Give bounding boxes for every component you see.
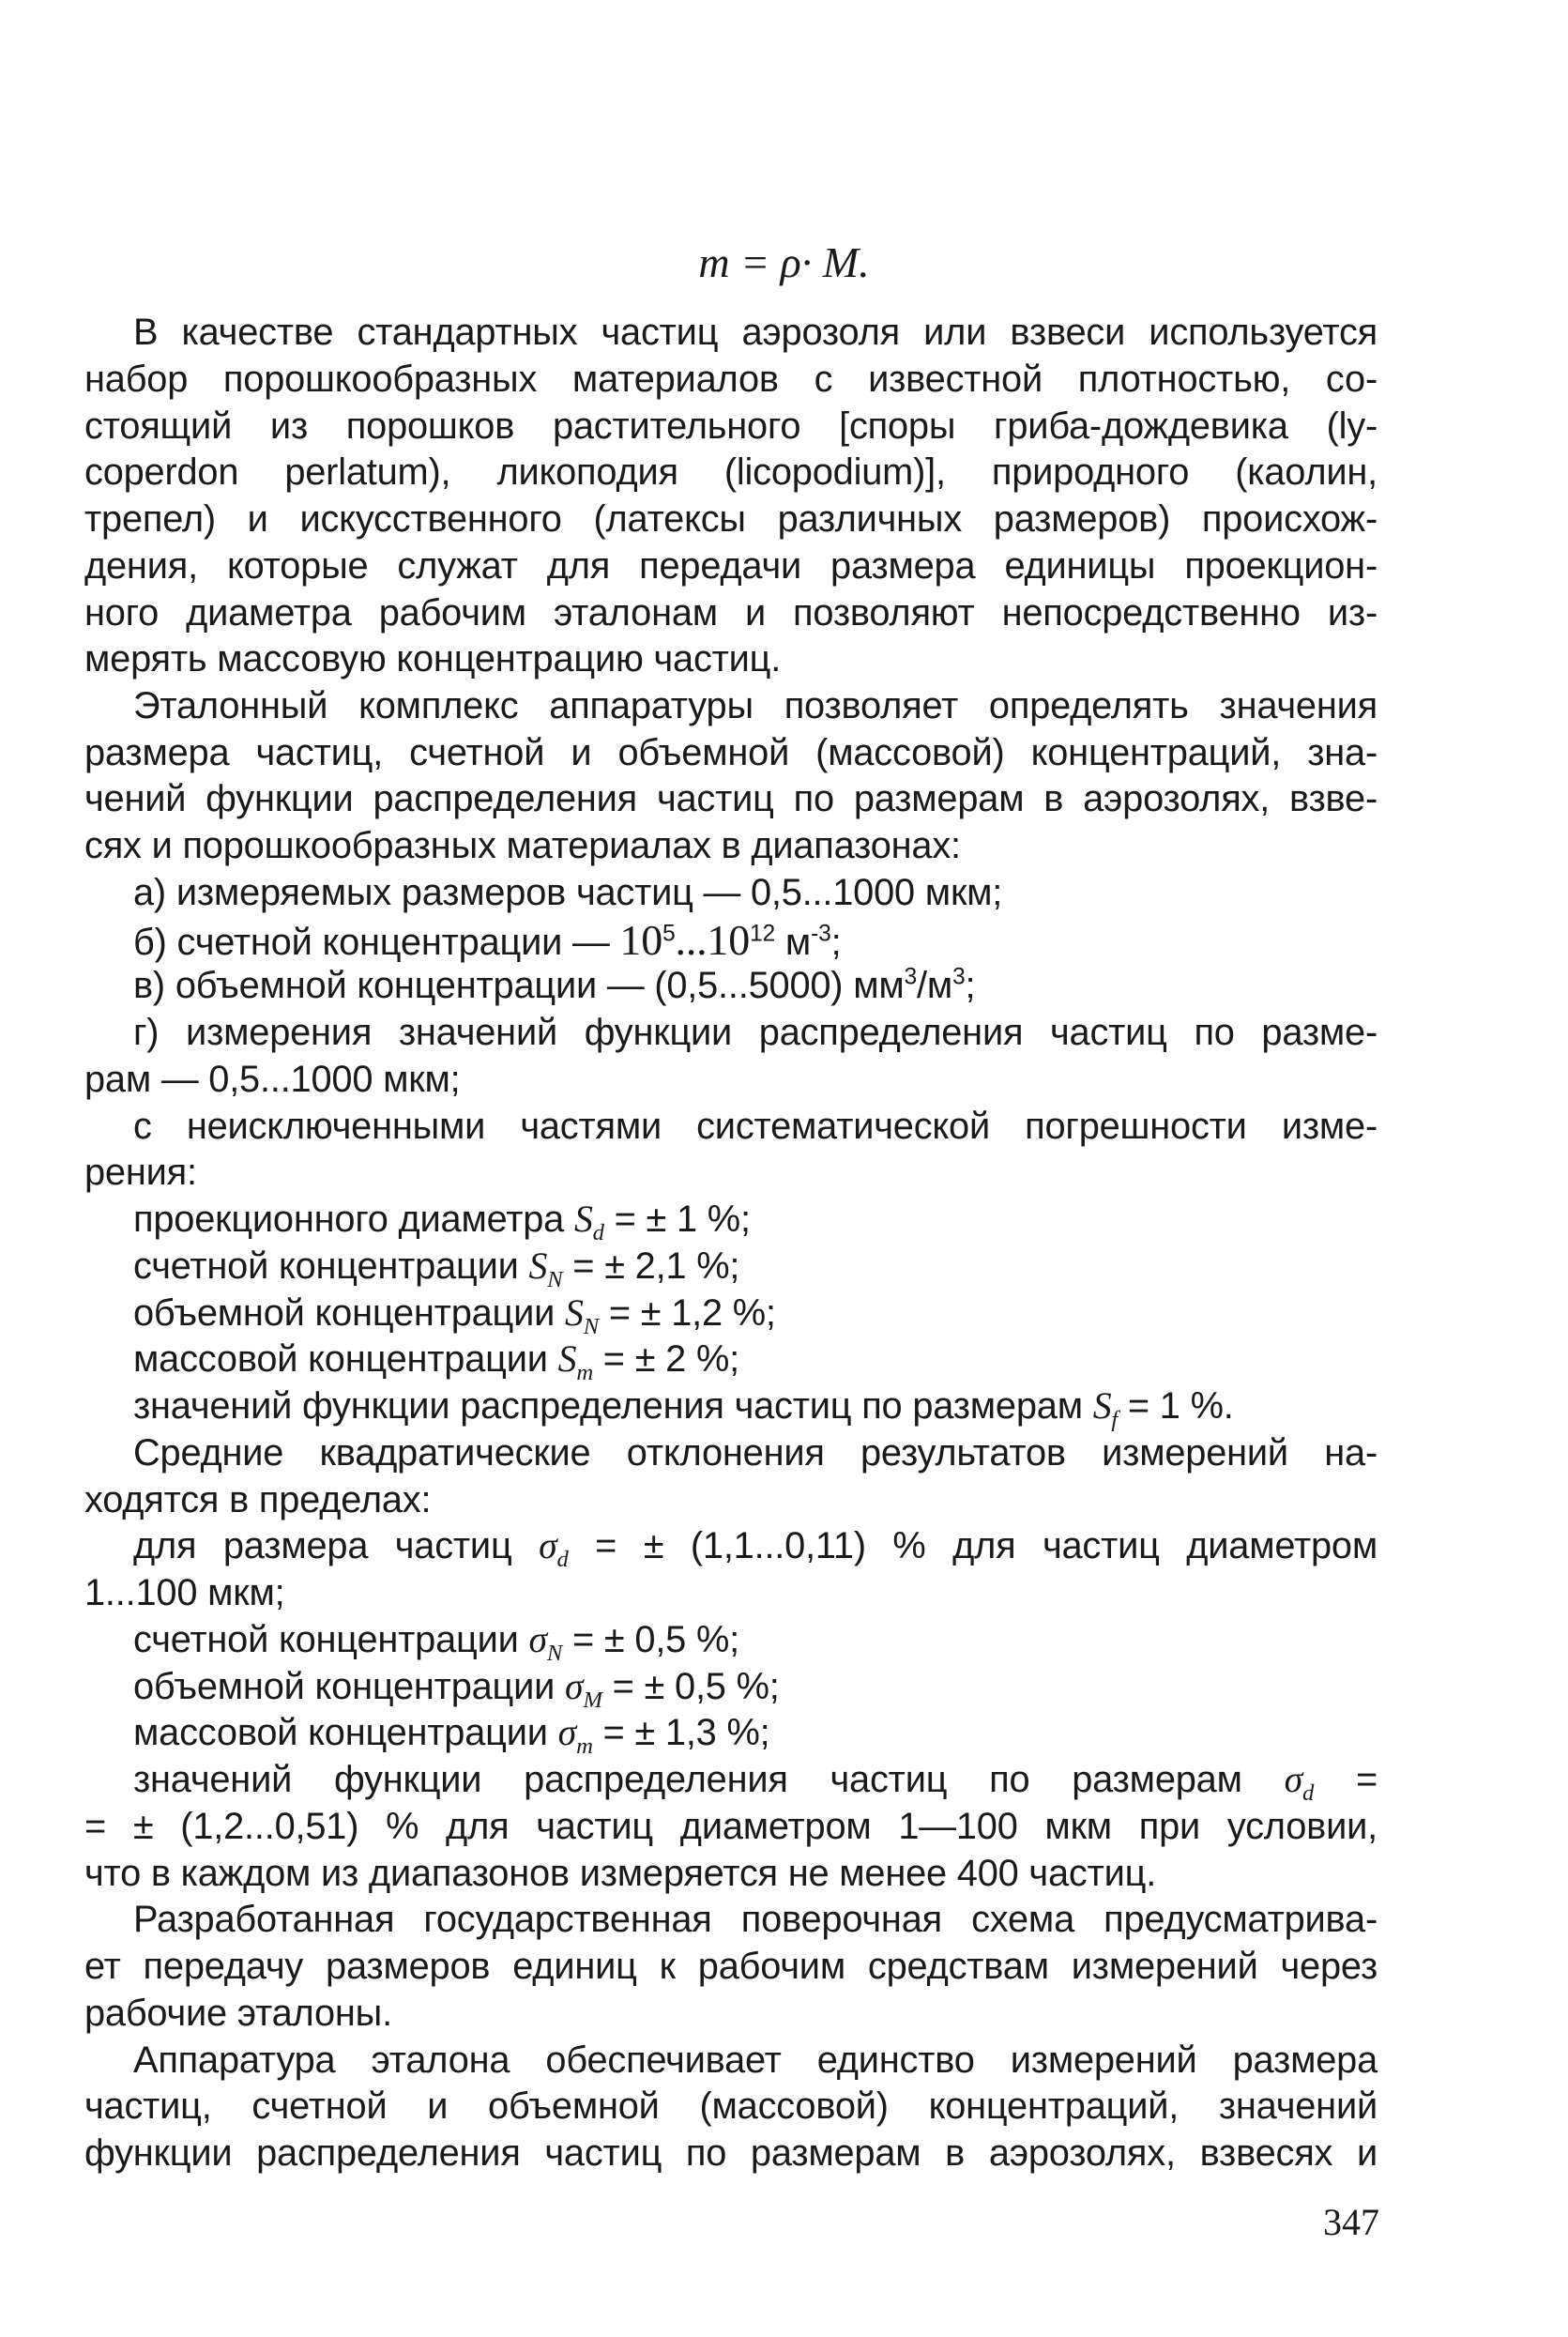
text-line: частиц, счетной и объемной (массовой) концентраций, значений	[84, 2085, 1378, 2128]
error-line: значений функции распределения частиц по размерам $S_f = 1$ %.	[133, 1385, 1234, 1433]
count-concentration-line: б) счетной концентрации — $10^5...10^{12}$ $м^{-3}$;	[133, 915, 842, 964]
text-line: чений функции распределения частиц по размерам в аэрозолях, взве-	[84, 778, 1378, 820]
error-line: проекционного диаметра $S_d$ = ± 1 %;	[133, 1199, 751, 1246]
text-line: Эталонный комплекс аппаратуры позволяет определять значения	[133, 684, 1378, 726]
text-line: Разработанная государственная поверочная схема предусматрива-	[133, 1899, 1378, 1941]
text-line: 1...100 мкм;	[84, 1572, 285, 1614]
text-line: Средние квадратические отклонения результатов измерений на-	[133, 1431, 1378, 1474]
error-line: массовой концентрации $S_m$ = ± 2 %;	[133, 1338, 739, 1386]
text-line: ходятся в пределах:	[84, 1478, 432, 1520]
sigma-line: объемной концентрации $\sigma_M$ = ± 0,5 %;	[133, 1665, 780, 1713]
error-line: счетной концентрации $S_N$ = ± 2,1 %;	[133, 1245, 740, 1292]
text-line: размера частиц, счетной и объемной (массовой) концентраций, зна-	[84, 731, 1378, 773]
text-line: рабочие эталоны.	[84, 1992, 392, 2034]
text-line: набор порошкообразных материалов с известной плотностью, со-	[84, 358, 1378, 400]
text-line: стоящий из порошков растительного [споры гриба-дождевика (ly-	[84, 405, 1378, 447]
text-line: сях и порошкообразных материалах в диапазонах:	[84, 825, 961, 867]
text-line: г) измерения значений функции распределения частиц по разме-	[133, 1012, 1378, 1054]
text-line: что в каждом из диапазонов измеряется не менее 400 частиц.	[84, 1852, 1157, 1894]
text-line: ет передачу размеров единиц к рабочим средствам измерений через	[84, 1946, 1378, 1987]
sigma-line: массовой концентрации $\sigma_m$ = ± 1,3 %;	[133, 1712, 770, 1760]
text-line: мерять массовую концентрацию частиц.	[84, 638, 782, 680]
text-line: с неисключенными частями систематической погрешности изме-	[133, 1105, 1378, 1147]
text-line: coperdon perlatum), ликоподия (licopodium)], природного (каолин,	[84, 451, 1378, 494]
text-line: = ± (1,2...0,51) % для частиц диаметром 1—100 мкм при условии,	[84, 1805, 1378, 1847]
volume-concentration-line: в) объемной концентрации — (0,5...5000) $мм^3/м^3$;	[133, 965, 976, 1007]
text-line: Аппаратура эталона обеспечивает единство измерений размера	[133, 2039, 1378, 2081]
text-line: а) измеряемых размеров частиц — 0,5...1000 мкм;	[133, 871, 1003, 913]
text-line: дения, которые служат для передачи размера единицы проекцион-	[84, 544, 1378, 587]
text-line: функции распределения частиц по размерам в аэрозолях, взвесях и	[84, 2132, 1378, 2174]
sigma-line: счетной концентрации $\sigma_N$ = ± 0,5 %;	[133, 1618, 739, 1666]
text-line: В качестве стандартных частиц аэрозоля или взвеси используется	[133, 312, 1378, 353]
text-line: рам — 0,5...1000 мкм;	[84, 1058, 461, 1100]
text-line: ного диаметра рабочим эталонам и позволяют непосредственно из-	[84, 591, 1378, 634]
sigma-line: значений функции распределения частиц по размерам $\sigma_d$ =	[133, 1759, 1378, 1807]
page-number: 347	[1323, 2201, 1379, 2243]
sigma-line: для размера частиц $\sigma_d$ = ± (1,1...0,11) % для частиц диаметром	[133, 1525, 1378, 1573]
text-line: трепел) и искусственного (латексы различных размеров) происхож-	[84, 498, 1378, 540]
error-line: объемной концентрации $S_N$ = ± 1,2 %;	[133, 1291, 776, 1339]
text-line: рения:	[84, 1152, 197, 1194]
formula-mass: m = ρ· M.	[698, 238, 870, 286]
